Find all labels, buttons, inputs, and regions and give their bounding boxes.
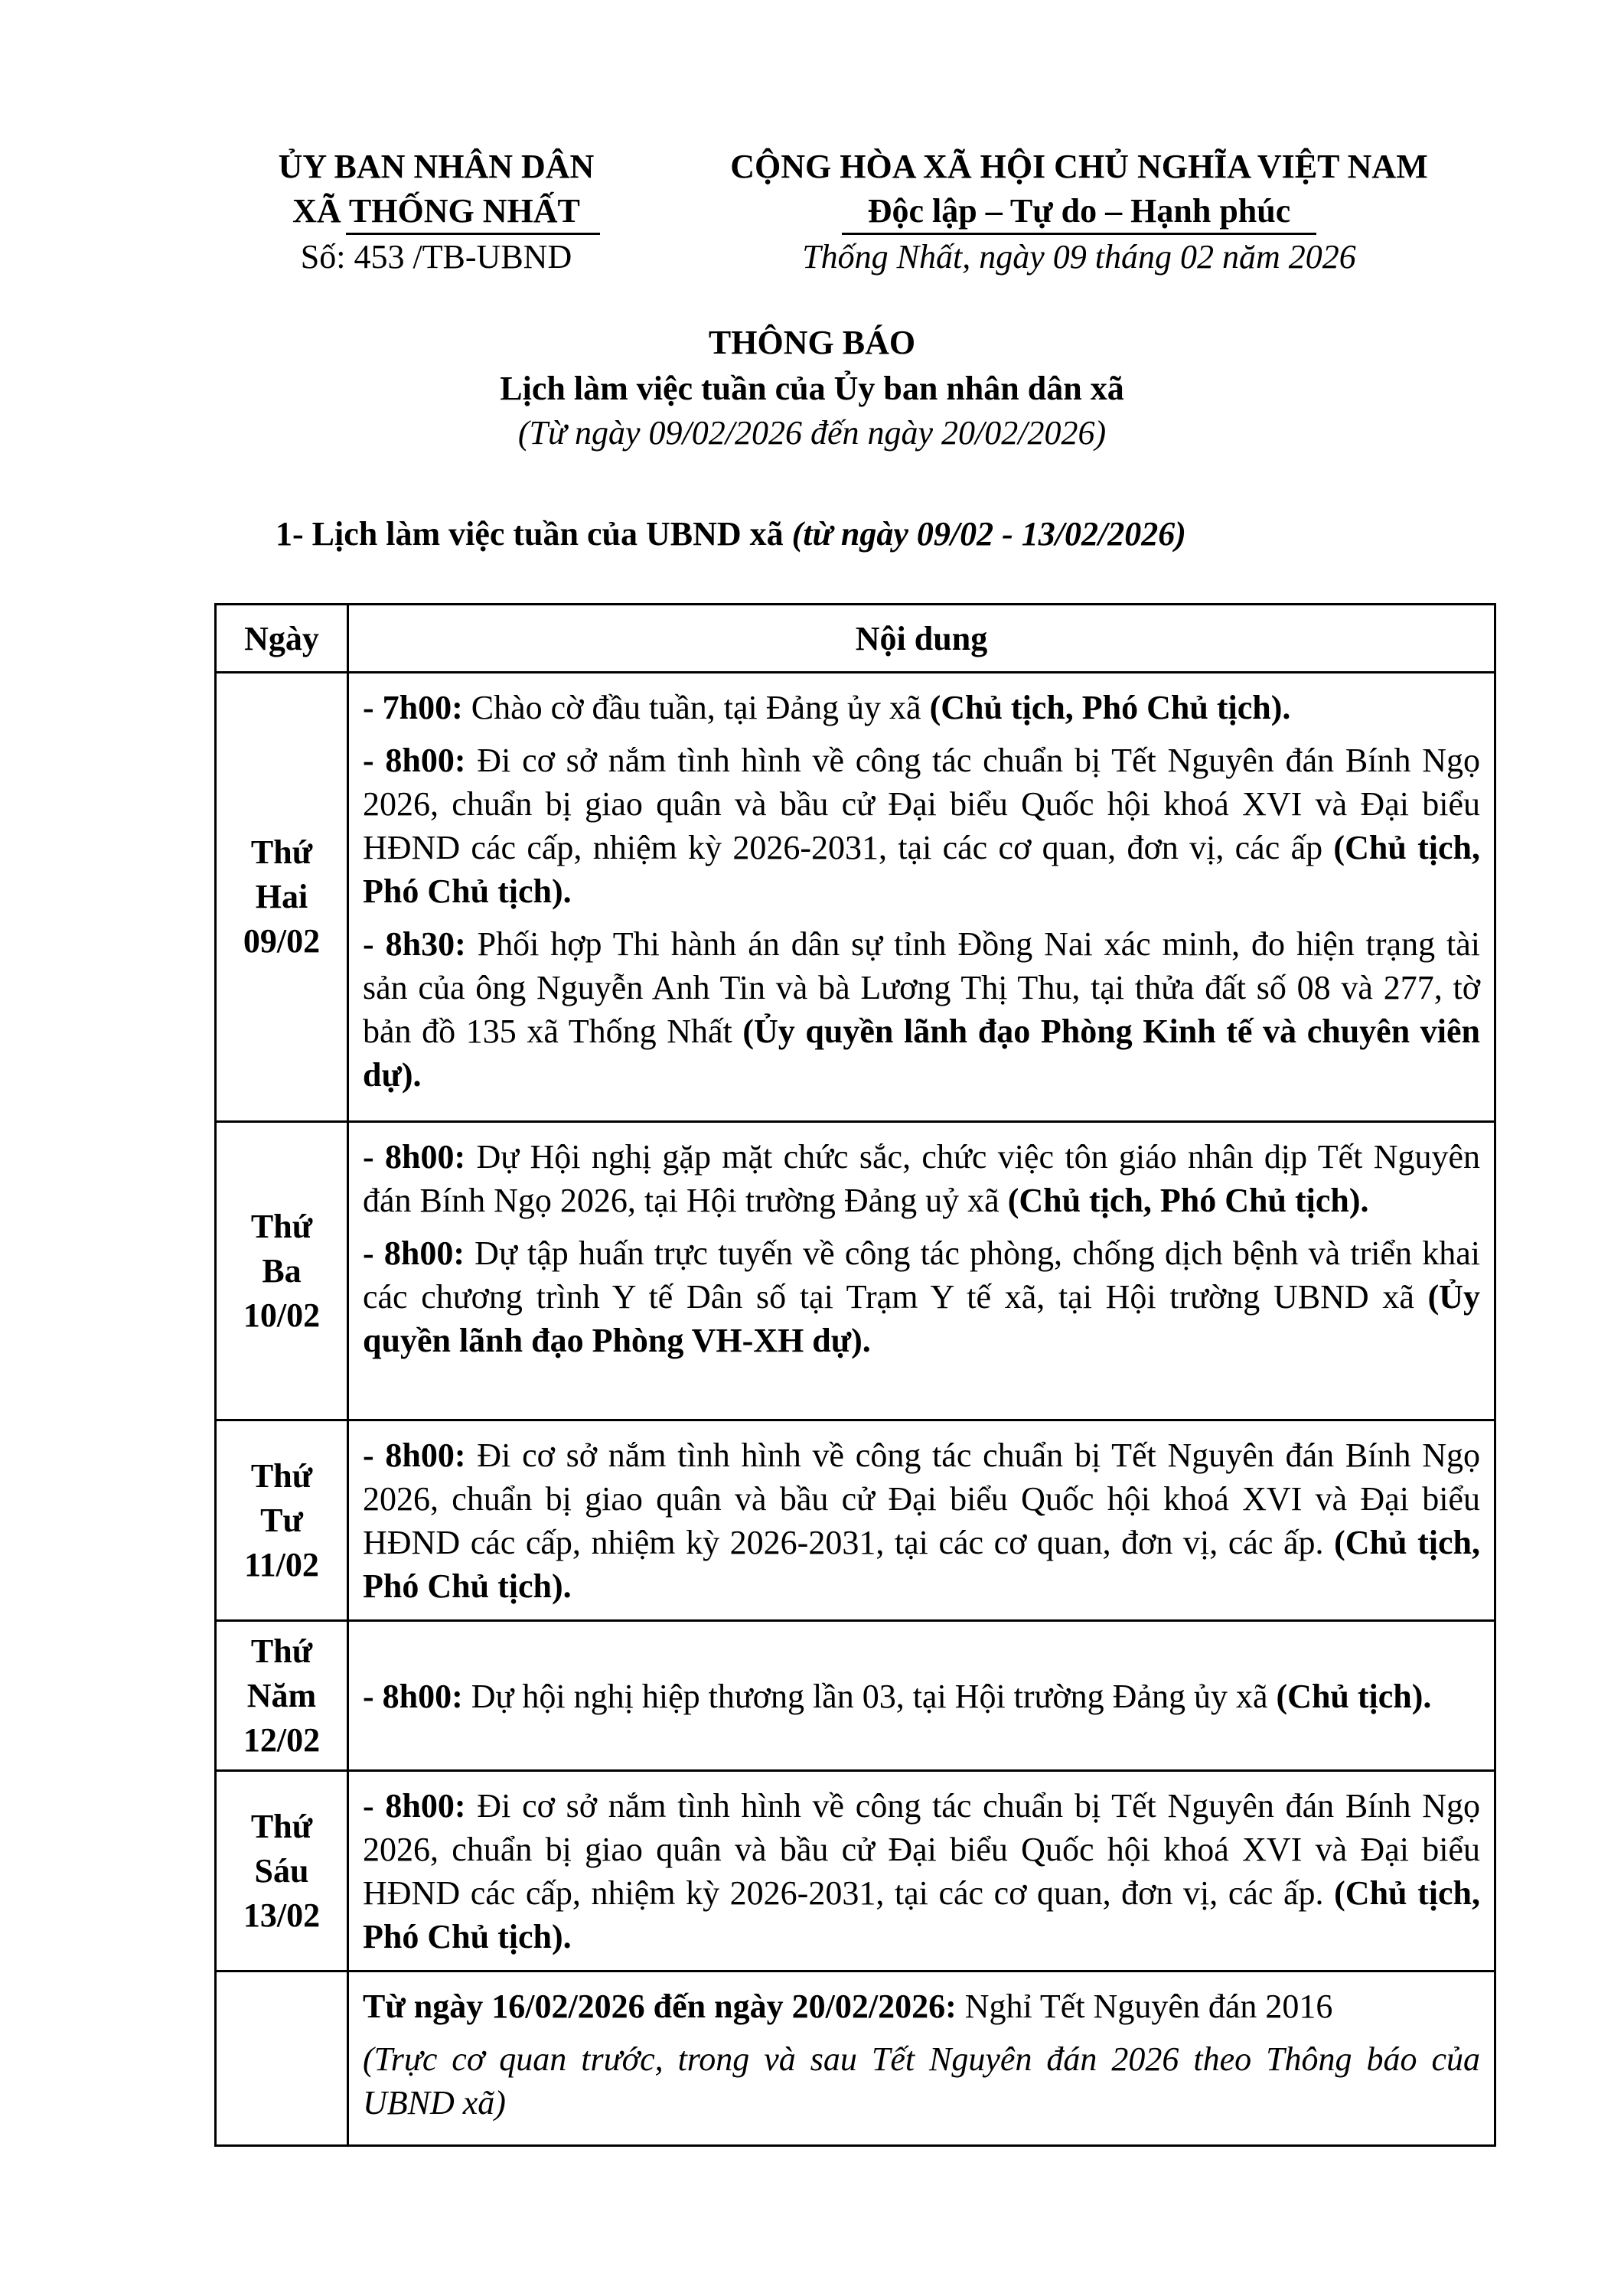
schedule-item: - 8h00: Đi cơ sở nắm tình hình về công tác chuẩn bị Tết Nguyên đán Bính Ngọ 2026, chuẩn bị giao quân và bầu cử Đại biểu Quốc hội khoá XVI và Đại biểu HĐND các cấp, nhiệm kỳ 2026-2031, tại các cơ quan, đơn vị, các ấp. (Chủ tịch, Phó Chủ tịch). [363, 1437, 1480, 1605]
table-row [216, 1621, 1495, 1771]
day-date: 09/02 [243, 922, 321, 960]
schedule-item: - 8h00: Dự Hội nghị gặp mặt chức sắc, chức việc tôn giáo nhân dịp Tết Nguyên đán Bính Ngọ 2026, tại Hội trường Đảng uỷ xã (Chủ tịch, Phó Chủ tịch). [363, 1138, 1480, 1219]
commune-name: XÃ THỐNG NHẤT [292, 192, 580, 230]
day-date: 11/02 [244, 1545, 319, 1583]
column-header-day: Ngày [216, 605, 348, 673]
schedule-item: - 8h00: Dự hội nghị hiệp thương lần 03, tại Hội trường Đảng ủy xã (Chủ tịch). [363, 1678, 1432, 1715]
motto-underline [842, 233, 1316, 235]
schedule-item: - 8h00: Đi cơ sở nắm tình hình về công tác chuẩn bị Tết Nguyên đán Bính Ngọ 2026, chuẩn bị giao quân và bầu cử Đại biểu Quốc hội khoá XVI và Đại biểu HĐND các cấp, nhiệm kỳ 2026-2031, tại các cơ quan, đơn vị, các ấp. (Chủ tịch, Phó Chủ tịch). [363, 1787, 1480, 1955]
content-cell [348, 1420, 1495, 1621]
day-label: Năm [246, 1676, 317, 1714]
schedule-item: - 8h00: Đi cơ sở nắm tình hình về công tác chuẩn bị Tết Nguyên đán Bính Ngọ 2026, chuẩn bị giao quân và bầu cử Đại biểu Quốc hội khoá XVI và Đại biểu HĐND các cấp, nhiệm kỳ 2026-2031, tại các cơ quan, đơn vị, các ấp (Chủ tịch, Phó Chủ tịch). [363, 742, 1480, 910]
section-1-heading [276, 514, 1186, 553]
table-row [216, 1771, 1495, 1971]
day-cell [216, 1771, 348, 1971]
table-row [216, 1971, 1495, 2146]
day-label: Thứ [250, 833, 313, 871]
commune-underline [346, 233, 600, 235]
day-cell [216, 1621, 348, 1771]
day-label: Thứ [250, 1456, 313, 1495]
nation-title: CỘNG HÒA XÃ HỘI CHỦ NGHĨA VIỆT NAM [730, 148, 1428, 185]
holiday-cell [348, 1971, 1495, 2146]
table-row [216, 1122, 1495, 1420]
schedule-item: - 8h30: Phối hợp Thi hành án dân sự tỉnh Đồng Nai xác minh, đo hiện trạng tài sản của ông Nguyễn Anh Tin và bà Lương Thị Thu, tại thửa đất số 08 và 277, tờ bản đồ 135 xã Thống Nhất (Ủy quyền lãnh đạo Phòng Kinh tế và chuyên viên dự). [363, 925, 1481, 1094]
day-label: Thứ [250, 1207, 313, 1245]
day-label: Ba [262, 1251, 302, 1290]
day-label: Thứ [250, 1807, 313, 1845]
day-cell [216, 673, 348, 1122]
day-label: Sáu [254, 1851, 309, 1890]
section-1-label: 1- Lịch làm việc tuần của UBND xã [276, 515, 784, 553]
section-1-range: (từ ngày 09/02 - 13/02/2026) [791, 515, 1186, 553]
document-subtitle: Lịch làm việc tuần của Ủy ban nhân dân xã [500, 370, 1124, 407]
content-cell [348, 673, 1495, 1122]
table-row [216, 1420, 1495, 1621]
day-label: Tư [260, 1501, 303, 1539]
schedule-item: - 7h00: Chào cờ đầu tuần, tại Đảng ủy xã (Chủ tịch, Phó Chủ tịch). [363, 689, 1291, 726]
column-header-content: Nội dung [348, 605, 1495, 673]
content-cell [348, 1771, 1495, 1971]
table-row [216, 673, 1495, 1122]
place-and-date: Thống Nhất, ngày 09 tháng 02 năm 2026 [802, 238, 1356, 276]
content-cell [348, 1621, 1495, 1771]
day-cell [216, 1122, 348, 1420]
empty-day-cell [216, 1971, 348, 2146]
day-cell [216, 1420, 348, 1621]
document-number: Số: 453 /TB-UBND [300, 238, 572, 276]
holiday-line: Từ ngày 16/02/2026 đến ngày 20/02/2026: Nghỉ Tết Nguyên đán 2016 [363, 1988, 1333, 2025]
day-date: 13/02 [243, 1896, 321, 1934]
content-cell [348, 1122, 1495, 1420]
holiday-note: (Trực cơ quan trước, trong và sau Tết Nguyên đán 2026 theo Thông báo của UBND xã) [363, 2040, 1480, 2122]
schedule-item: - 8h00: Dự tập huấn trực tuyến về công tác phòng, chống dịch bệnh và triển khai các chương trình Y tế Dân số tại Trạm Y tế xã, tại Hội trường UBND xã (Ủy quyền lãnh đạo Phòng VH-XH dự). [363, 1234, 1480, 1359]
day-date: 10/02 [243, 1296, 321, 1334]
document-period: (Từ ngày 09/02/2026 đến ngày 20/02/2026) [517, 414, 1107, 452]
table-header-row [216, 605, 1495, 673]
schedule-table [214, 603, 1496, 2147]
day-date: 12/02 [243, 1720, 321, 1759]
day-label: Hai [255, 878, 308, 915]
agency-name: ỦY BAN NHÂN DÂN [278, 148, 595, 185]
day-label: Thứ [250, 1632, 313, 1670]
document-heading: THÔNG BÁO [708, 324, 916, 361]
national-motto: Độc lập – Tự do – Hạnh phúc [867, 192, 1291, 230]
